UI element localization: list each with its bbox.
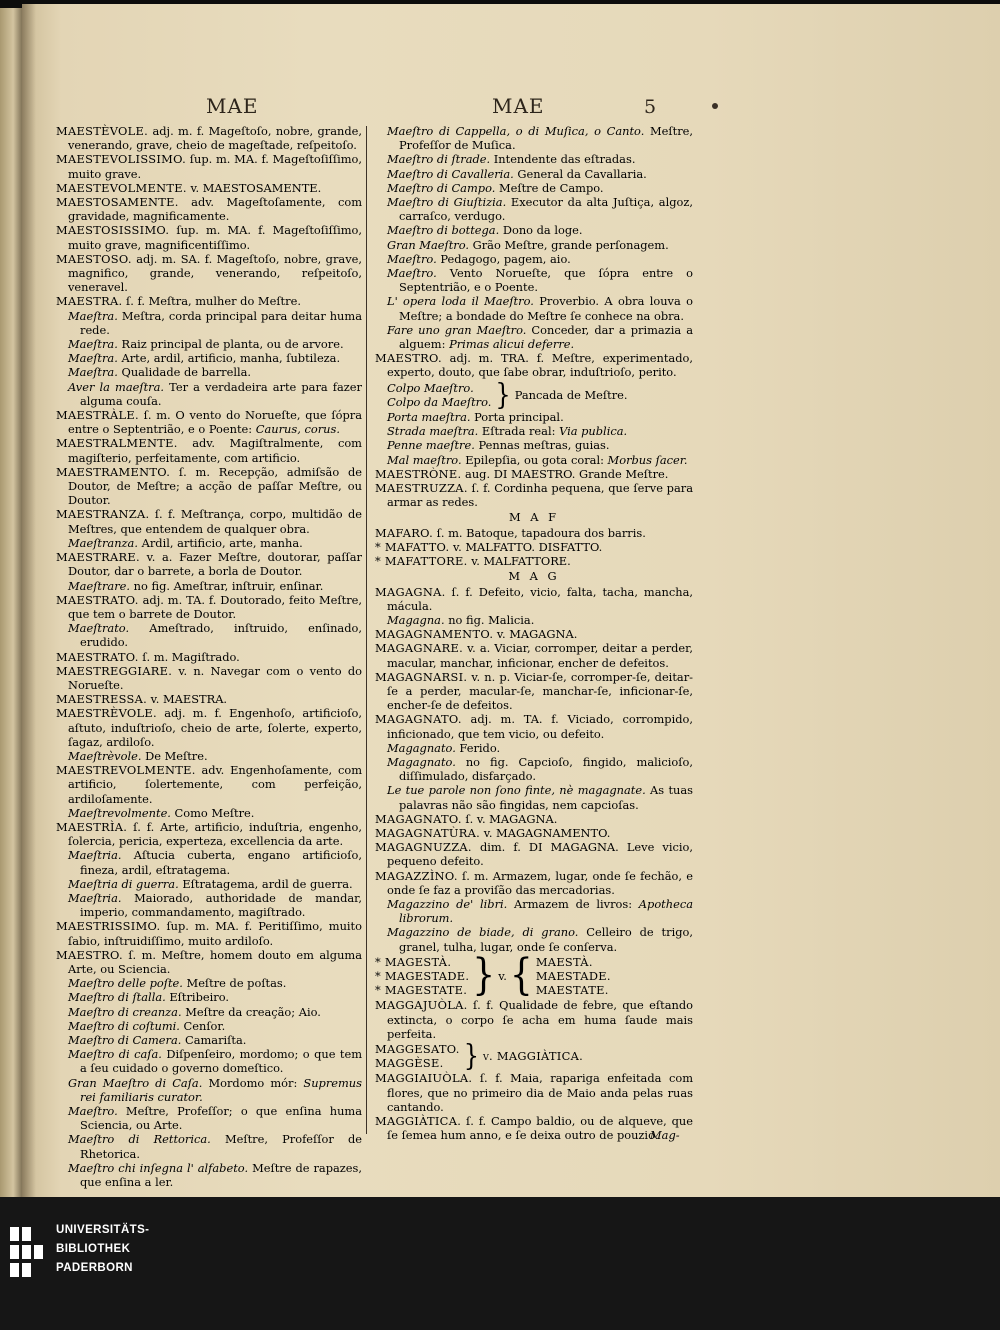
dictionary-subentry — [56, 749, 362, 763]
definition: ſ. m. Batoque, tapadoura dos barris. — [433, 525, 646, 540]
italian-phrase: Maeſtro di creanza. — [68, 1004, 182, 1019]
headword: MAGAGNARE. — [375, 641, 464, 656]
definition: Diſpenſeiro, mordomo; o que tem a ſeu cuidado o governo domeſtico. — [80, 1047, 363, 1076]
italian-phrase: Fare uno gran Maeſtro. — [387, 322, 527, 337]
dictionary-entry — [56, 919, 362, 947]
italian-phrase: Maeſtrèvole. — [68, 748, 142, 763]
dictionary-entry — [56, 223, 362, 251]
italian-phrase: Maeſtra. — [68, 337, 118, 352]
definition: Camariſta. — [181, 1033, 247, 1047]
definition: ſ. f. Meſtrança, corpo, multidão de Meſtres, que entendem de qualquer obra. — [68, 507, 362, 536]
definition: General da Cavallaria. — [513, 166, 647, 181]
definition: ſ. m. Recepção, admiſsão de Doutor, de Meſtre; a acção de paſſar Meſtre, ou Doutor. — [68, 464, 362, 508]
section-letters — [375, 510, 693, 524]
dictionary-subentry — [56, 337, 362, 351]
dictionary-subentry — [56, 806, 362, 820]
italian-phrase: Magagnato. — [387, 740, 456, 755]
definition: adv. Engenhoſamente, com artificio, ſolertemente, com perfeição, ardiloſamente. — [68, 763, 362, 806]
definition: Eſtratagema, ardil de guerra. — [178, 876, 353, 891]
dictionary-entry — [375, 840, 693, 868]
right-column — [375, 124, 693, 1142]
brace-entry: * MAGESTATE. — [375, 983, 468, 998]
headword: MAESTRESSA. — [56, 692, 148, 707]
dictionary-subentry — [56, 621, 362, 649]
dictionary-subentry — [375, 252, 693, 266]
headword: * MAFATTORE. — [375, 554, 468, 569]
footer-bar — [0, 1197, 1000, 1330]
right-column-part-a — [375, 124, 693, 380]
definition: v. a. Viciar, corromper, deitar a perder, macular, manchar, inficionar, encher de defeitos. — [387, 641, 693, 670]
dictionary-subentry — [56, 309, 362, 337]
column-divider — [366, 126, 367, 1134]
headword: MAESTRALMENTE. — [56, 436, 178, 451]
definition: Conceder, dar a primazia a alguem: — [399, 322, 693, 352]
italian-phrase: Maeſtro di bottega. — [387, 223, 500, 238]
dictionary-entry — [56, 706, 362, 749]
dictionary-entry — [375, 481, 693, 509]
dictionary-entry — [56, 152, 362, 180]
brace-icon: } — [495, 378, 511, 412]
dictionary-subentry — [56, 536, 362, 550]
headword: MAESTREGGIARE. — [56, 663, 173, 678]
definition: v. MALFATTORE. — [467, 554, 571, 569]
dictionary-subentry — [56, 1132, 362, 1160]
definition: adj. m. TRA. f. Meſtre, experimentado, experto, douto, que ſabe obrar, induſtrioſo, perito. — [387, 351, 693, 380]
italian-phrase: Maeſtranza. — [68, 535, 138, 550]
headword: * MAFATTO. — [375, 539, 450, 554]
italian-phrase: Gran Maeſtro. — [387, 237, 470, 252]
dictionary-entry — [56, 294, 362, 308]
brace-entry: MAGGESATO. — [375, 1042, 460, 1056]
dictionary-entry — [375, 526, 693, 540]
definition: adj. m. SA. f. Mageſtoſo, nobre, grave, magnifico, grande, venerando, reſpeitoſo, veneravel. — [68, 251, 362, 295]
definition: ſ. m. O vento do Norueſte, que ſópra entre o Septentrião, e o Poente: — [68, 408, 362, 437]
dictionary-entry — [56, 181, 362, 195]
brace-open-icon: { — [509, 950, 533, 1001]
italian-phrase: Mal maeſtro. — [387, 452, 462, 467]
brace-entry: Colpo da Maeſtro. — [387, 394, 492, 409]
definition: ſup. m. MA. f. Mageſtoſiſſimo, muito grave. — [68, 152, 362, 181]
headword: MAGGAJUÒLA. — [375, 998, 468, 1013]
italian-phrase: Maeſtro di Cavalleria. — [387, 166, 514, 181]
definition: Intendente das eſtradas. — [490, 152, 636, 167]
definition: ſ. f. Cordinha pequena, que ſerve para armar as redes. — [387, 481, 693, 510]
definition: Ardil, artificio, arte, manha. — [137, 535, 303, 550]
definition: ſup. m. MA. f. Mageſtoſiſſimo, muito grave, magnificentiſſimo. — [68, 223, 362, 252]
brace-mid: v. — [498, 968, 507, 983]
definition: Vento Norueſte, que ſópra entre o Septentrião, e o Poente. — [399, 266, 693, 295]
dictionary-entry — [56, 124, 362, 152]
headword: MAESTRANZA. — [56, 507, 150, 522]
italian-phrase: Maeſtro di Giuſtizia. — [387, 195, 507, 210]
library-name-line3: PADERBORN — [56, 1262, 133, 1274]
right-column-part-d — [375, 1071, 693, 1142]
headword: MAGAGNATO. — [375, 811, 462, 826]
library-name-line1: UNIVERSITÄTS- — [56, 1224, 150, 1236]
headword: MAGGIÀTICA. — [375, 1114, 462, 1129]
binding-hole — [712, 103, 718, 109]
definition: De Meſtre. — [141, 748, 208, 763]
brace-entry: * MAGESTADE. — [375, 968, 470, 983]
dictionary-entry — [375, 627, 693, 641]
definition: Como Meſtre. — [170, 805, 255, 820]
definition: Meſtre de rapazes, que enſina a ler. — [80, 1160, 362, 1190]
dictionary-subentry — [56, 579, 362, 593]
definition: ſup. m. MA. f. Peritiſſimo, muito ſabio, inſtruidiſſimo, muito ardiloſo. — [68, 919, 362, 948]
italian-phrase: Maeſtro. — [387, 251, 437, 266]
right-column-part-b — [375, 410, 693, 954]
definition: v. MAGAGNA. — [493, 627, 578, 642]
dictionary-entry — [56, 465, 362, 508]
dictionary-entry — [375, 540, 693, 554]
dictionary-subentry — [56, 990, 362, 1004]
dictionary-subentry — [375, 181, 693, 195]
definition: v. MALFATTO. DISFATTO. — [449, 539, 603, 554]
definition: ſ. f. Maia, rapariga enfeitada com flores, que no primeiro dia de Maio anda pelas ruas cantando. — [387, 1071, 693, 1114]
section-letters — [375, 569, 693, 583]
definition: ſ. f. Qualidade de febre, que eſtando extincta, o corpo ſe acha em huma ſaude mais perfeita. — [387, 998, 693, 1041]
latin-equivalent: Apotheca librorum. — [399, 896, 693, 926]
headword: MAESTRISSIMO. — [56, 919, 161, 934]
brace-magesta — [375, 950, 693, 1001]
definition: Dono da loge. — [499, 223, 583, 238]
headword: MAGAZZÌNO. — [375, 868, 458, 883]
italian-phrase: Maeſtra. — [68, 365, 118, 380]
dictionary-subentry — [56, 1047, 362, 1075]
italian-phrase: Aver la maeſtra. — [68, 379, 165, 394]
italian-phrase: Maeſtro di Camera. — [68, 1033, 182, 1047]
definition: Meſtre, Profeſſor de Rhetorica. — [80, 1132, 362, 1161]
italian-phrase: Maeſtra. — [68, 308, 118, 323]
dictionary-subentry — [375, 410, 693, 424]
dictionary-entry — [375, 998, 693, 1041]
right-column-part-c — [375, 998, 693, 1041]
dictionary-subentry — [56, 976, 362, 990]
italian-phrase: Magazzino de biade, di grano. — [387, 925, 579, 940]
dictionary-subentry — [375, 167, 693, 181]
dictionary-entry — [375, 869, 693, 897]
dictionary-subentry — [375, 424, 693, 438]
italian-phrase: Maeſtrare. — [68, 578, 131, 593]
italian-phrase: Maeſtria di guerra. — [68, 876, 179, 891]
definition: Grão Meſtre, grande perſonagem. — [469, 237, 669, 252]
definition: Armazem de livros: — [507, 896, 639, 911]
definition: Maiorado, authoridade de mandar, imperio, commandamento, magiſtrado. — [80, 890, 362, 920]
dictionary-entry — [56, 408, 362, 436]
headword: MAGAGNA. — [375, 584, 446, 599]
definition: v. MAGAGNAMENTO. — [480, 825, 611, 840]
italian-phrase: Maeſtro di Campo. — [387, 180, 496, 195]
italian-phrase: L' opera loda il Maeſtro. — [387, 294, 534, 309]
brace-colpo-maestro — [387, 378, 693, 412]
definition: Meſtre da creação; Aio. — [181, 1004, 321, 1019]
definition: Arte, ardil, artificio, manha, ſubtileza. — [117, 351, 341, 366]
definition: Eſtribeiro. — [165, 990, 229, 1005]
section-label: M A G — [508, 569, 560, 584]
dictionary-subentry — [375, 438, 693, 452]
dictionary-entry — [56, 252, 362, 295]
brace-entry: * MAGESTÀ. — [375, 954, 452, 969]
dictionary-subentry — [56, 380, 362, 408]
italian-phrase: Le tue parole non ſono finte, nè magagnate. — [387, 783, 646, 798]
italian-phrase: Penne maeſtre. — [387, 438, 475, 453]
italian-phrase: Magagna. — [387, 612, 445, 627]
dictionary-entry — [375, 670, 693, 713]
brace-target: MAESTATE. — [535, 983, 609, 998]
latin-equivalent: Morbus ſacer. — [607, 452, 688, 467]
dictionary-entry — [56, 593, 362, 621]
headword: MAESTOSAMENTE. — [56, 195, 179, 210]
definition: ſ. f. Meſtra, mulher do Meſtre. — [122, 294, 301, 309]
dictionary-entry — [375, 826, 693, 840]
dictionary-subentry — [56, 351, 362, 365]
definition: Raiz principal de planta, ou de arvore. — [117, 337, 344, 352]
definition: Meſtra, corda principal para deitar huma rede. — [80, 308, 362, 337]
italian-phrase: Maeſtra. — [68, 351, 118, 366]
definition: Cenſor. — [179, 1018, 226, 1033]
dictionary-entry — [56, 948, 362, 976]
dictionary-entry — [56, 650, 362, 664]
definition: adj. m. f. Engenhoſo, artificioſo, aſtuto, induſtrioſo, cheio de arte, ſolerte, experto, ſagaz, ardiloſo. — [68, 706, 362, 749]
dictionary-subentry — [56, 1033, 362, 1047]
headword: MAGAGNAMENTO. — [375, 627, 494, 642]
italian-phrase: Maeſtro di Rettorica. — [68, 1132, 211, 1147]
definition: v. n. p. Viciar-ſe, corromper-ſe, deitar-ſe a perder, macular-ſe, manchar-ſe, inficionar-ſe, encher-ſe de defeitos. — [387, 669, 693, 713]
latin-equivalent: Caurus, corus. — [255, 422, 340, 437]
dictionary-subentry — [56, 848, 362, 876]
dictionary-subentry — [375, 195, 693, 223]
brace-gloss: v. MAGGIÀTICA. — [482, 1049, 584, 1064]
library-logo-icon — [8, 1225, 44, 1283]
headword: MAGAGNATÙRA. — [375, 825, 481, 840]
definition: Mordomo mór: — [202, 1075, 304, 1090]
headword: MAESTRÈVOLE. — [56, 706, 157, 721]
definition: Meſtre, Profeſſor; o que enſina huma Sciencia, ou Arte. — [80, 1104, 362, 1133]
italian-phrase: Magazzino de' libri. — [387, 896, 508, 911]
italian-phrase: Porta maeſtra. — [387, 410, 471, 425]
dictionary-entry — [375, 641, 693, 669]
dictionary-entry — [56, 436, 362, 464]
headword: MAESTRÒNE. — [375, 466, 462, 481]
dictionary-subentry — [375, 223, 693, 237]
italian-phrase: Maeſtro di Cappella, o di Muſica, o Canto. — [387, 124, 645, 138]
dictionary-subentry — [375, 897, 693, 925]
dictionary-subentry — [375, 266, 693, 294]
dictionary-entry — [56, 664, 362, 692]
definition: Pennas meſtras, guias. — [474, 438, 610, 453]
dictionary-subentry — [375, 741, 693, 755]
definition: Ferido. — [455, 740, 501, 755]
headword: MAESTRA. — [56, 294, 123, 309]
definition: no fig. Malicia. — [444, 612, 535, 627]
headword: MAESTOSISSIMO. — [56, 223, 170, 238]
definition: Eſtrada real: — [478, 424, 560, 439]
headword: MAGAGNARSI. — [375, 669, 468, 684]
definition: Meſtre de Campo. — [495, 180, 604, 195]
definition: ſ. f. Defeito, vicio, falta, tacha, mancha, mácula. — [387, 584, 693, 613]
definition: v. MAESTOSAMENTE. — [186, 180, 322, 195]
italian-phrase: Maeſtrevolmente. — [68, 805, 171, 820]
brace-icon: } — [463, 1039, 479, 1074]
italian-phrase: Maeſtro. — [68, 1104, 118, 1119]
definition: Ter a verdadeira arte para fazer alguma couſa. — [80, 379, 362, 408]
headword: MAESTOSO. — [56, 251, 132, 266]
definition: Qualidade de barrella. — [117, 365, 252, 380]
dictionary-subentry — [375, 783, 693, 811]
definition: Porta principal. — [470, 410, 564, 425]
dictionary-subentry — [56, 891, 362, 919]
dictionary-subentry — [375, 124, 693, 152]
headword: MAGAGNATO. — [375, 712, 462, 727]
italian-phrase: Maeſtro di coſtumi. — [68, 1018, 180, 1033]
latin-equivalent: Supremus rei familiaris curator. — [80, 1075, 362, 1104]
dictionary-entry — [375, 812, 693, 826]
headword: MAESTEVOLMENTE. — [56, 180, 187, 195]
definition: adj. m. TA. f. Doutorado, feito Meſtre, que tem o barrete de Doutor. — [68, 592, 362, 621]
definition: v. n. Navegar com o vento do Norueſte. — [68, 663, 362, 692]
brace-close-icon: } — [472, 950, 496, 1001]
brace-maggesato — [375, 1039, 693, 1074]
dictionary-subentry — [375, 323, 693, 351]
dictionary-entry — [375, 554, 693, 568]
headword: MAGGIAIUÒLA. — [375, 1071, 473, 1086]
dictionary-subentry — [56, 1005, 362, 1019]
definition: adv. Magiſtralmente, com magiſterio, perfeitamente, com artificio. — [68, 436, 362, 465]
dictionary-entry — [375, 467, 693, 481]
italian-phrase: Maeſtrato. — [68, 621, 130, 636]
running-head-left: MAE — [206, 94, 259, 118]
headword: MAESTEVOLISSIMO. — [56, 152, 187, 167]
italian-phrase: Maeſtro di ſtalla. — [68, 990, 166, 1005]
dictionary-entry — [375, 712, 693, 740]
dictionary-subentry — [375, 152, 693, 166]
latin-equivalent: Via publica. — [559, 424, 628, 439]
headword: MAESTREVOLMENTE. — [56, 763, 196, 778]
definition: ſ. f. Arte, artificio, induſtria, engenho, ſolercia, pericia, experteza, excellencia da arte. — [68, 819, 362, 849]
dictionary-entry — [56, 692, 362, 706]
section-label: M A F — [508, 510, 560, 525]
headword: MAESTRARE. — [56, 550, 140, 565]
page-number: 5 — [644, 96, 658, 118]
definition: dim. f. DI MAGAGNA. Leve vicio, pequeno defeito. — [387, 840, 693, 869]
definition: aug. DI MAESTRO. Grande Meſtre. — [461, 466, 669, 481]
dictionary-entry — [56, 507, 362, 535]
definition: As tuas palavras não são fingidas, nem capcioſas. — [399, 783, 693, 812]
italian-phrase: Maeſtro di ſtrade. — [387, 152, 491, 167]
headword: MAESTRATO. — [56, 649, 139, 664]
library-name-line2: BIBLIOTHEK — [56, 1243, 131, 1255]
dictionary-entry — [56, 550, 362, 578]
dictionary-entry — [375, 1114, 693, 1142]
dictionary-subentry — [56, 1076, 362, 1104]
italian-phrase: Maeſtria. — [68, 890, 122, 905]
definition: Epilepſia, ou gota coral: — [461, 452, 608, 467]
dictionary-entry — [56, 763, 362, 806]
definition: adj. m. f. Mageſtoſo, nobre, grande, venerando, grave, cheio de mageſtade, reſpeitoſo. — [68, 124, 362, 153]
italian-phrase: Maeſtro di caſa. — [68, 1047, 162, 1062]
headword: MAFARO. — [375, 525, 433, 540]
dictionary-subentry — [56, 877, 362, 891]
definition: Meſtre de poſtas. — [182, 976, 287, 991]
definition: Celleiro de trigo, granel, tulha, lugar, onde ſe conſerva. — [399, 925, 693, 954]
dictionary-entry — [375, 1071, 693, 1114]
dictionary-subentry — [56, 365, 362, 379]
headword: MAESTRAMENTO. — [56, 464, 171, 479]
definition: no fig. Capcioſo, fingido, malicioſo, diſſimulado, disfarçado. — [399, 754, 693, 784]
headword: MAESTRÀLE. — [56, 408, 139, 423]
headword: MAESTRUZZA. — [375, 481, 468, 496]
dictionary-subentry — [56, 1161, 362, 1189]
definition: Proverbio. A obra louva o Meſtre; a bondade do Meſtre ſe conhece na obra. — [399, 294, 694, 323]
definition: Pedagogo, pagem, aio. — [436, 251, 571, 266]
latin-equivalent: Primas alicui deferre. — [449, 337, 575, 352]
dictionary-entry — [56, 195, 362, 223]
dictionary-entry — [56, 820, 362, 848]
definition: ſ. m. Armazem, lugar, onde ſe fechão, e onde ſe faz a proviſão das mercadorias. — [387, 868, 693, 897]
dictionary-subentry — [56, 1019, 362, 1033]
headword: MAESTRO. — [56, 947, 123, 962]
definition: ſ. m. Magiſtrado. — [138, 649, 240, 664]
italian-phrase: Maeſtro chi inſegna l' alfabeto. — [68, 1160, 249, 1175]
dictionary-entry — [375, 585, 693, 613]
headword: MAESTÈVOLE. — [56, 124, 149, 138]
italian-phrase: Maeſtria. — [68, 848, 122, 863]
headword: MAESTRATO. — [56, 592, 139, 607]
italian-phrase: Maeſtro delle poſte. — [68, 976, 183, 991]
brace-target: MAESTÀ. — [535, 954, 593, 969]
dictionary-subentry — [375, 755, 693, 783]
definition: Aſtucia cuberta, engano artificioſo, fineza, ardil, eſtratagema. — [80, 848, 362, 877]
definition: ſ. f. Campo baldio, ou de alqueve, que ſe ſemea hum anno, e ſe deixa outro de pouzio. — [387, 1114, 693, 1143]
definition: ſ. v. MAGAGNA. — [461, 811, 558, 826]
headword: MAESTRO. — [375, 351, 442, 366]
definition: Executor da alta Juſtiça, algoz, carraſco, verdugo. — [399, 195, 693, 224]
definition: Meſtre, Profeſſor de Muſica. — [399, 124, 694, 153]
brace-target: MAESTADE. — [535, 968, 611, 983]
running-head-right: MAE — [492, 94, 545, 118]
italian-phrase: Gran Maeſtro di Caſa. — [68, 1075, 203, 1090]
italian-phrase: Maeſtro. — [387, 266, 437, 281]
definition: no fig. Ameſtrar, inſtruir, enſinar. — [130, 578, 324, 593]
definition: adv. Mageſtoſamente, com gravidade, magnificamente. — [68, 195, 362, 224]
dictionary-subentry — [375, 453, 693, 467]
definition: v. a. Fazer Meſtre, doutorar, paſſar Doutor, dar o barrete, a borla de Doutor. — [68, 550, 362, 579]
headword: MAGAGNUZZA. — [375, 840, 472, 855]
dictionary-subentry — [375, 925, 693, 953]
dictionary-subentry — [375, 613, 693, 627]
brace-gloss: Pancada de Meſtre. — [514, 387, 628, 402]
italian-phrase: Strada maeſtra. — [387, 424, 479, 439]
dictionary-entry — [375, 351, 693, 379]
brace-entry: MAGGÈSE. — [375, 1056, 444, 1071]
dictionary-subentry — [56, 1104, 362, 1132]
definition: ſ. m. Meſtre, homem douto em alguma Arte, ou Sciencia. — [68, 947, 362, 976]
gutter-shadow — [22, 4, 36, 1197]
headword: MAESTRÌA. — [56, 819, 128, 834]
italian-phrase: Magagnato. — [387, 754, 456, 769]
brace-entry: Colpo Maeſtro. — [387, 380, 474, 395]
definition: Ameſtrado, inſtruido, enſinado, erudido. — [80, 621, 362, 650]
catchword: Mag- — [650, 1128, 680, 1142]
left-column — [56, 124, 362, 1189]
facing-page-edge — [0, 8, 24, 1197]
dictionary-subentry — [375, 238, 693, 252]
dictionary-subentry — [375, 294, 693, 322]
definition: v. MAESTRA. — [147, 692, 228, 707]
definition: adj. m. TA. f. Viciado, corrompido, inficionado, que tem vicio, ou defeito. — [387, 712, 693, 741]
